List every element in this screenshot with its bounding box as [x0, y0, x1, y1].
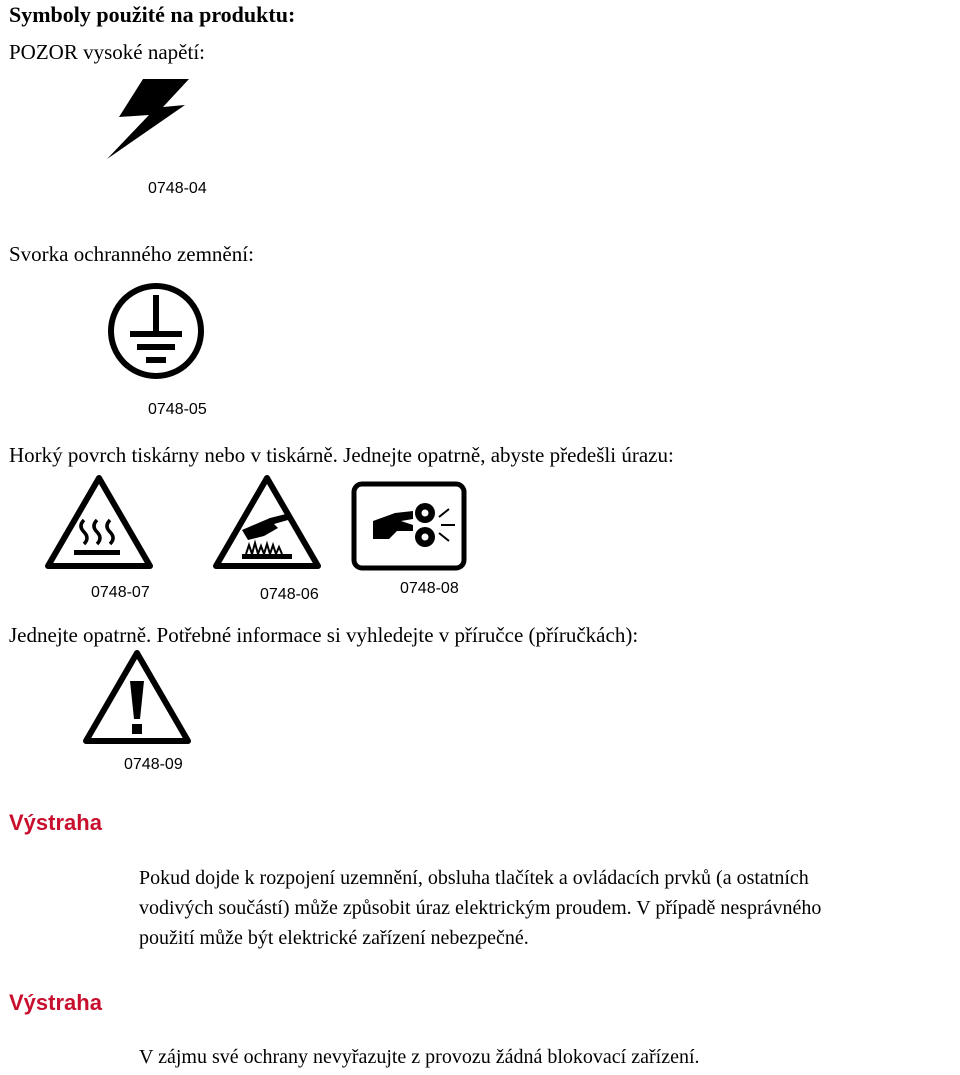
hot-surface-code-1: 0748-07: [91, 584, 150, 601]
exclamation-warning-icon: [82, 649, 192, 745]
warning-title-1: Výstraha: [9, 810, 102, 835]
warning-title-2: Výstraha: [9, 990, 102, 1015]
hot-surface-label: Horký povrch tiskárny nebo v tiskárně. Jednejte opatrně, abyste předešli úrazu:: [9, 443, 674, 467]
hand-pinch-rollers-icon: [351, 481, 467, 571]
high-voltage-code: 0748-04: [148, 180, 207, 197]
ground-code: 0748-05: [148, 401, 207, 418]
ground-label: Svorka ochranného zemnění:: [9, 242, 254, 266]
lightning-bolt-icon: [105, 75, 191, 161]
hot-surface-code-2: 0748-06: [260, 586, 319, 603]
warning-text-2: [139, 1042, 959, 1072]
warning-1-line-2: vodivých součástí) může způsobit úraz elektrickým proudem. V případě nesprávného: [139, 897, 822, 919]
protective-earth-icon: [106, 281, 206, 381]
warning-text-1: [139, 863, 959, 953]
hot-surface-code-3: 0748-08: [400, 580, 459, 597]
hot-surface-warning-icon: [44, 474, 154, 570]
caution-code: 0748-09: [124, 756, 183, 773]
warning-1-line-1: Pokud dojde k rozpojení uzemnění, obsluha tlačítek a ovládacích prvků (a ostatních: [139, 867, 809, 889]
high-voltage-label: POZOR vysoké napětí:: [9, 40, 205, 64]
page-heading: Symboly použité na produktu:: [9, 2, 296, 27]
hand-burn-warning-icon: [212, 474, 322, 570]
caution-label: Jednejte opatrně. Potřebné informace si vyhledejte v příručce (příručkách):: [9, 623, 639, 647]
warning-1-line-3: použití může být elektrické zařízení nebezpečné.: [139, 927, 529, 949]
warning-2-line-1: V zájmu své ochrany nevyřazujte z provozu žádná blokovací zařízení.: [139, 1046, 700, 1068]
